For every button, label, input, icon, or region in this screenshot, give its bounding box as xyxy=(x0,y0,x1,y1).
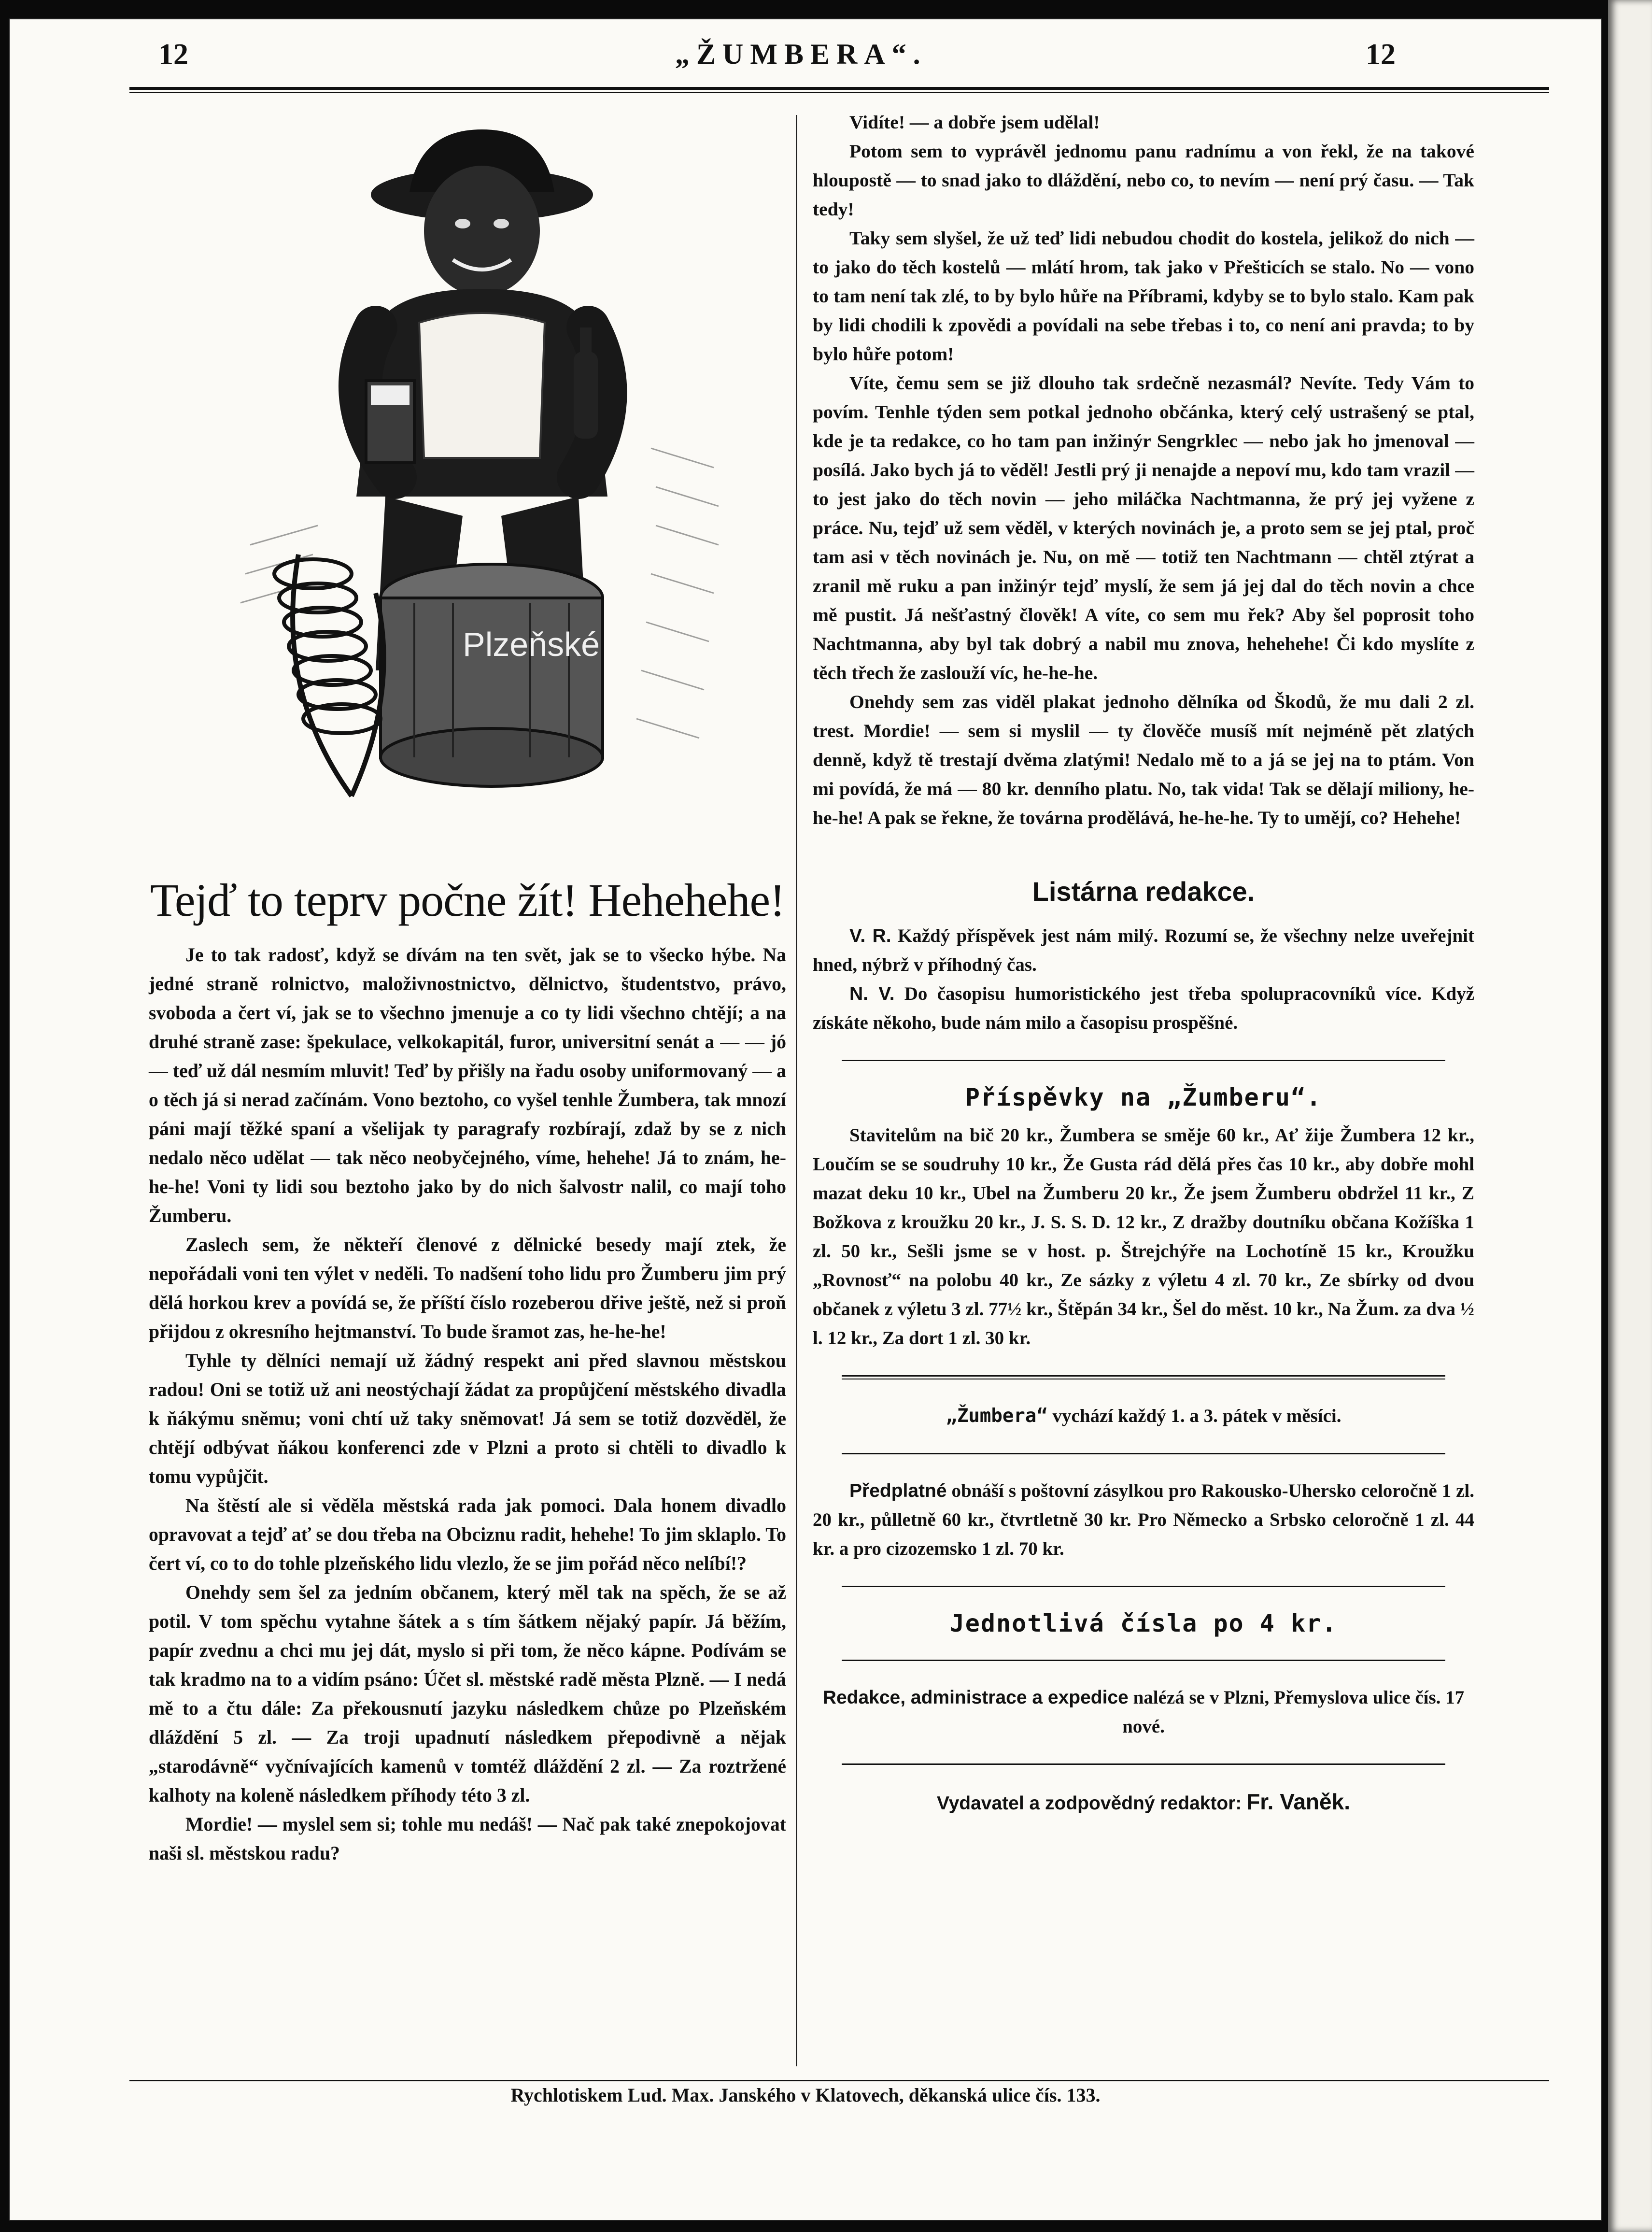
listarna-text: Do časopisu humoristického jest třeba spolupracovníků více. Když získáte někoho, bude nám milo a časopisu prospěšné. xyxy=(813,983,1474,1033)
section-rule xyxy=(842,1586,1445,1587)
section-rule xyxy=(842,1375,1445,1379)
left-column xyxy=(149,110,786,1868)
schedule-name: „Žumbera“ xyxy=(946,1405,1048,1427)
schedule-text: vychází každý 1. a 3. pátek v měsíci. xyxy=(1052,1406,1341,1426)
article-paragraph: Zaslech sem, že někteří členové z dělnické besedy mají ztek, že nepořádali voni ten výlet v neděli. To nadšení toho lidu pro Žumberu jim prý dělá horkou krev a povídá se, že příští číslo rozeberou dřive ještě, než si proň přijdou z okresního hejtmanství. To bude šramot zas, he-he-he! xyxy=(149,1234,786,1342)
adjacent-page-edge xyxy=(1608,0,1652,2232)
barrel-label: Plzeňské xyxy=(463,626,600,663)
right-column xyxy=(813,108,1474,1818)
page-header xyxy=(9,18,1602,86)
office-label: Redakce, administrace a expedice xyxy=(822,1687,1129,1708)
section-rule xyxy=(842,1060,1445,1061)
listarna-text: Každý příspěvek jest nám milý. Rozumí se, že všechny nelze uveřejnit hned, nýbrž v příhodný čas. xyxy=(813,925,1475,975)
listarna-entry xyxy=(813,980,1474,1038)
subscription-label: Předplatné xyxy=(849,1480,947,1501)
page-number-left: 12 xyxy=(158,38,188,71)
column-divider xyxy=(796,115,797,2066)
article-paragraph: Je to tak radosť, když se dívám na ten svět, jak se to všecko hýbe. Na jedné straně rolnictvo, maloživnostnictvo, dělnictvo, študentstvo, právo, svoboda a čert ví, jak se to všechno jmenuje a co ty lidi všechno chtějí; a na druhé straně zase: špekulace, velkokapitál, furor, universitní senát a — — jó — teď už dál nesmím mluvit! Teď by přišly na řadu osoby uniformovaný — a o těch já si nerad začínám. Vono beztoho, co vyšel tenhle Žumbera, tak mnozí páni mají těžké spaní a všelijak ty paragrafy rozbírají, zdaž by se z nich nedalo něco udělat — tak něco neobyčejného, víme, hehehe! Já to znám, he-he-he! Voni ty lidi sou beztoho jako by do nich šalvostr nalil, co mají toho Žumberu. xyxy=(149,944,786,1226)
publisher-name: Fr. Vaněk. xyxy=(1246,1789,1350,1814)
printer-imprint: Rychlotiskem Lud. Max. Janského v Klatovech, děkanská ulice čís. 133. xyxy=(510,2084,1101,2106)
listarna-initials: V. R. xyxy=(849,925,891,946)
masthead: „ŽUMBERA“. xyxy=(675,38,927,70)
section-rule xyxy=(842,1763,1445,1765)
newspaper-page xyxy=(9,18,1602,2221)
article-headline: Tejď to teprv počne žít! Hehehehe! xyxy=(150,874,785,926)
article-paragraph: Mordie! — myslel sem si; tohle mu nedáš! — Nač pak také znepokojovat naši sl. městskou radu? xyxy=(149,1814,786,1864)
article-continued-paragraph: Onehdy sem zas viděl plakat jednoho dělníka od Škodů, že mu dali 2 zl. trest. Mordie! — sem si myslil — ty člověče musíš mít nejméně pět zlatých denně, když tě trestají dvěma zlatými! Nedalo mě to a já se jej na to ptám. Von mi povídá, že má — 80 kr. denního platu. No, tak vida! Tak se dělají miliony, he-he-he! A pak se řekne, že továrna prodělává, he-he-he. Ty to umějí, co? Hehehe! xyxy=(813,691,1474,828)
article-paragraph: Onehdy sem šel za jedním občanem, který měl tak na spěch, že se až potil. V tom spěchu vytahne šátek a s tím šátkem nějaký papír. Já běžím, papír zvednu a chci mu jej dát, myslo si při tom, že něco kápne. Podívám se tak kradmo na to a vidím psáno: Účet sl. městské radě města Plzně. — I nedá mě to a čtu dále: Za překousnutí jazyku následkem chůze po Plzeňském dláždění 5 zl. — Za troji upadnutí následkem přepodivně a nějak „starodávně“ vyčnívajících kamenů v tomtéž dláždění 2 zl. — Za roztržené kalhoty na koleně následkem příhody této 3 zl. xyxy=(149,1582,786,1806)
illustration-man-with-beer xyxy=(192,110,772,864)
section-rule xyxy=(842,1660,1445,1661)
article-continued-paragraph: Víte, čemu sem se již dlouho tak srdečně nezasmál? Nevíte. Tedy Vám to povím. Tenhle týden sem potkal jednoho občánka, který celý ustrašený se ptal, kde je ta redakce, co ho tam pan inžinýr Sengrklec — nebo jak ho jmenoval — posílá. Jako bych já to věděl! Jestli prý ji nenajde a nepoví mu, kdo tam vrazil — to jest jako do těch novin — jeho miláčka Nachtmanna, že prý jej vyžene z práce. Nu, tejď už sem věděl, v kterých novinách je, a proto sem se jej ptal, proč tam asi v těch novinách je. Nu, on mě — totiž ten Nachtmann — chtěl ztýrat a zranil mě ruku a pan inžinýr tejď myslí, že sem já jej dal do těch novin a chce mě pustit. Já nešťastný člověk! A víte, co sem mu řek? Aby šel poprosit toho Nachtmanna, aby byl tak dobrý a nabil mu znova, hehehehe! Či kdo myslíte z těch třech že zaslouží víc, he-he-he. xyxy=(813,372,1474,683)
header-rule xyxy=(129,87,1549,93)
prispevky-title: Příspěvky na „Žumberu“. xyxy=(965,1083,1322,1111)
article-continued-paragraph: Taky sem slyšel, že už teď lidi nebudou chodit do kostela, jelikož do nich — to jako do těch kostelů — mlátí hrom, tak jako v Přešticích se stalo. No — vono to tam není tak zlé, to by bylo hůře na Příbrami, kdyby se to bylo stalo. Kam pak by lidi chodili k zpovědi a povídali na sebe třebas i to, co není ani pravda; to by bylo hůře potom! xyxy=(813,227,1474,365)
listarna-initials: N. V. xyxy=(849,983,895,1004)
office-text: nalézá se v Plzni, Přemyslova ulice čís. 17 nové. xyxy=(1122,1687,1465,1737)
subscription-text: obnáší s poštovní zásylkou pro Rakousko-Uhersko celoročně 1 zl. 20 kr., půlletně 60 kr., čtvrtletně 30 kr. Pro Německo a Srbsko celoročně 1 zl. 44 kr. a pro cizozemsko 1 zl. 70 kr. xyxy=(813,1480,1474,1559)
subscription-notice xyxy=(813,1477,1474,1564)
article-paragraph: Na štěstí ale si věděla městská rada jak pomoci. Dala honem divadlo opravovat a tejď ať se dou třeba na Obciznu radit, hehehe! To jim sklaplo. To čert ví, co to do tohle plzeňského lidu vlezlo, že se jim pořád něco nelíbí!? xyxy=(149,1495,786,1574)
schedule-notice xyxy=(813,1402,1474,1431)
publisher-label: Vydavatel a zodpovědný redaktor: xyxy=(937,1793,1242,1814)
prispevky-text: Stavitelům na bič 20 kr., Žumbera se směje 60 kr., Ať žije Žumbera 12 kr., Loučím se se soudruhy 10 kr., Že Gusta rád dělá přes čas 10 kr., aby dobře mohl mazat deku 10 kr., Ubel na Žumberu 20 kr., Že jsem Žumberu obdržel 11 kr., Z Božkova z kroužku 20 kr., J. S. S. D. 12 kr., Z dražby doutníku občana Kožíška 1 zl. 50 kr., Sešli jsme se v host. p. Štrejchýře na Lochotíně 15 kr., Kroužku „Rovnosť“ na polobu 40 kr., Ze sázky z výletu 4 zl. 70 kr., Ze sbírky od dvou občanek z výletu 3 zl. 77½ kr., Štěpán 34 kr., Šel do měst. 10 kr., Na Žum. za dva ½ l. 12 kr., Za dort 1 zl. 30 kr. xyxy=(813,1125,1474,1349)
single-issue-price: Jednotlivá čísla po 4 kr. xyxy=(949,1609,1338,1637)
section-rule xyxy=(842,1453,1445,1454)
article-paragraph: Tyhle ty dělníci nemají už žádný respekt ani před slavnou městskou radou! Oni se totiž už ani neostýchají žádat za propůjčení městského divadla k ňákýmu sněmu; voni chtí už taky sněmovat! Já sem se totiž dozvěděl, že chtějí odbývat ňákou konferenci zde v Plzni a proto si chtěli to divadlo k tomu vypůjčit. xyxy=(149,1350,786,1487)
article-continued-paragraph: Vidíte! — a dobře jsem udělal! xyxy=(849,112,1100,133)
page-number-right: 12 xyxy=(1366,38,1396,71)
article-continued-paragraph: Potom sem to vyprávěl jednomu panu radnímu a von řekl, že na takové hloupostě — to snad jako to dláždění, nebo co, to nevím — není prý času. — Tak tedy! xyxy=(813,141,1474,220)
listarna-entry xyxy=(813,922,1474,980)
listarna-title: Listárna redakce. xyxy=(1032,876,1255,907)
publisher-notice xyxy=(813,1787,1474,1818)
illustration-drawing xyxy=(192,110,772,864)
office-notice xyxy=(813,1683,1474,1741)
footer-rule xyxy=(129,2080,1549,2081)
